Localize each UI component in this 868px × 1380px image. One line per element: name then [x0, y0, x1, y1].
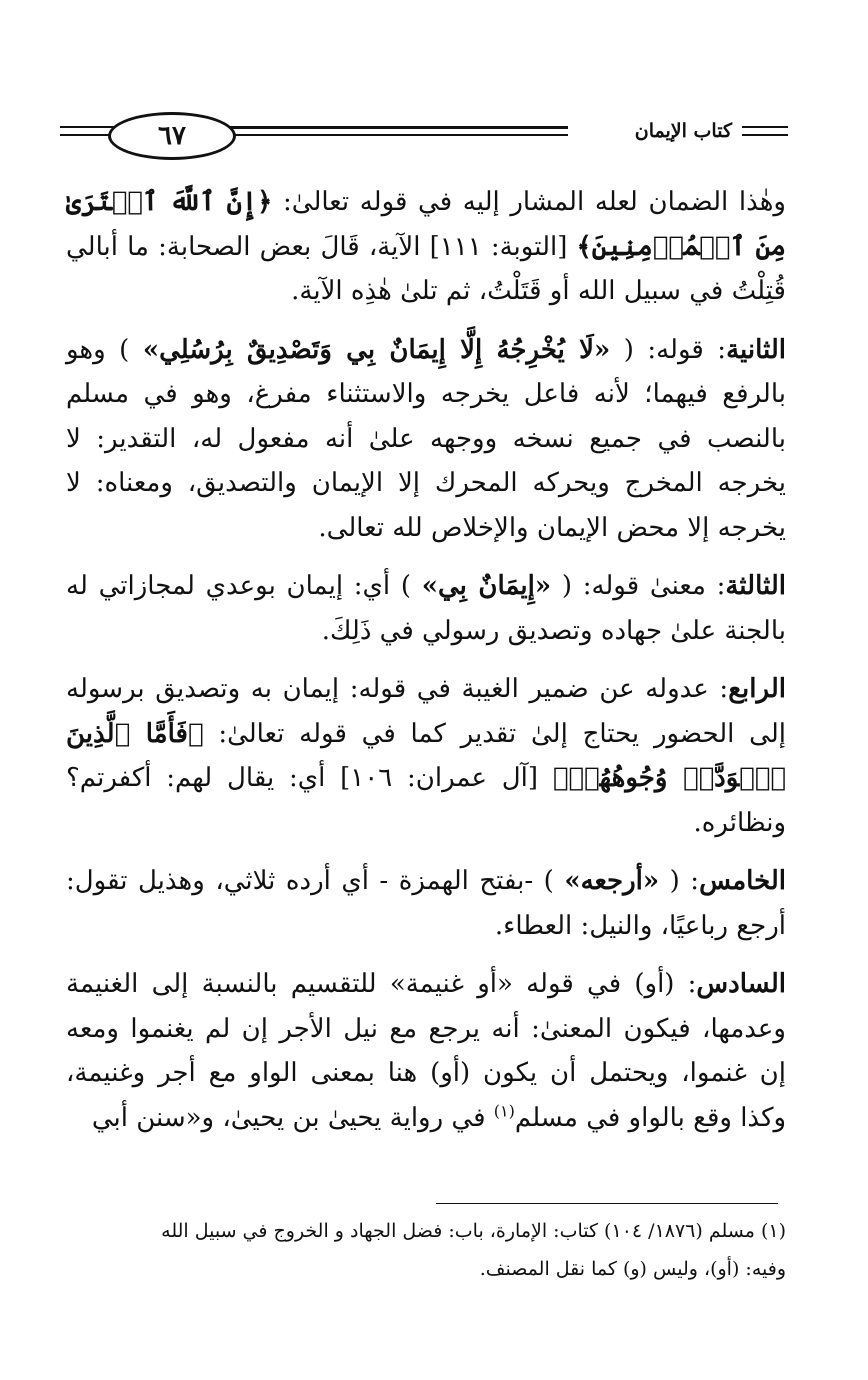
book-title: كتاب الإيمان: [634, 120, 732, 142]
main-text: [66, 180, 786, 1154]
paragraph-text: : (أو) في قوله «أو غنيمة» للتقسيم بالنسبة إلى الغنيمة وعدمها، فيكون المعنىٰ: أنه يرجع مع نيل الأجر إن لم يغنموا ومعه إن غنموا، ويحتمل أن يكون (أو) هنا بمعنى الواو مع أجر وغنيمة، وكذا وقع بالواو في مسلم: [66, 969, 786, 1133]
paragraph-text: ) -بفتح الهمزة - أي أرده ثلاثي، وهذيل تقول: أرجع رباعيًا، والنيل: العطاء.: [66, 866, 786, 941]
paragraph-text: : (: [659, 866, 700, 896]
paragraph-3: [66, 564, 786, 653]
paragraph-text: : عدوله عن ضمير الغيبة في قوله: إيمان به وتصديق برسوله إلى الحضور يحتاج إلىٰ تقدير كما في قوله تعالىٰ:: [66, 674, 786, 749]
footnote-line: وفيه: (أو)، وليس (و) كما نقل المصنف.: [479, 1258, 786, 1280]
paragraph-text: ) وهو بالرفع فيهما؛ لأنه فاعل يخرجه والاستثناء مفرغ، وهو في مسلم بالنصب في جميع نسخه ووجهه علىٰ أنه مفعول له، التقدير: لا يخرجه المخرج ويحركه المحرك إلا الإيمان والتصديق، ومعناه: لا يخرجه إلا محض الإيمان والإخلاص لله تعالى.: [66, 334, 786, 543]
paragraph-2: [66, 328, 786, 551]
hadith-quote: «أرجعه»: [564, 866, 660, 896]
quran-verse: ﴿إِنَّ ٱللَّهَ ٱشۡتَرَىٰ مِنَ ٱلۡمُؤۡمِنِينَ﴾: [66, 187, 787, 262]
paragraph-text: : معنىٰ قوله: (: [551, 571, 726, 601]
paragraph-text: [التوبة: ١١١] الآية، قَالَ بعض الصحابة: ما أبالي قُتِلْتُ في سبيل الله أو قَتَلْتُ، ثم تلىٰ هٰذِه الآية.: [66, 231, 786, 306]
quran-verse: ﴿فَأَمَّا ٱلَّذِينَ ٱسۡوَدَّتۡ وُجُوهُهُمۡ﴾: [66, 718, 786, 793]
footnote-separator: [436, 1203, 778, 1204]
page-number-badge: [108, 112, 236, 160]
paragraph-text: وهٰذا الضمان لعله المشار إليه في قوله تعالىٰ:: [272, 187, 786, 217]
section-lead: الثانية: [726, 334, 786, 365]
hadith-quote: «إِيمَانٌ بِي»: [421, 571, 552, 601]
header-rule-right: [742, 126, 788, 128]
paragraph-text: [آل عمران: ١٠٦] أي: يقال لهم: أكفرتم؟ ونظائره.: [66, 763, 786, 838]
page-header: [60, 112, 788, 158]
section-lead: الثالثة: [725, 571, 786, 601]
paragraph-1: [66, 180, 786, 314]
page-number: ٦٧: [158, 121, 186, 151]
header-rule-right: [742, 134, 788, 136]
paragraph-6: [66, 962, 786, 1140]
footnote: [70, 1212, 786, 1288]
header-rule-middle: [228, 126, 568, 129]
footnote-ref[interactable]: (١): [493, 1100, 515, 1120]
paragraph-text: ) أي: إيمان بوعدي لمجازاتي له بالجنة علىٰ جهاده وتصديق رسولي في ذَلِكَ.: [66, 571, 786, 646]
hadith-quote: «لَا يُخْرِجُهُ إِلَّا إِيمَانٌ بِي وَتَصْدِيقٌ بِرُسُلِي»: [142, 334, 611, 365]
section-lead: الرابع: [728, 674, 786, 704]
footnote-line: (١) مسلم (١٨٧٦/ ١٠٤) كتاب: الإمارة، باب: فضل الجهاد و الخروج في سبيل الله: [161, 1220, 786, 1242]
section-lead: الخامس: [699, 866, 787, 896]
section-lead: السادس: [696, 969, 786, 999]
paragraph-text: في رواية يحيىٰ بن يحيىٰ، و«سنن أبي: [91, 1102, 494, 1133]
header-rule-middle: [228, 134, 568, 136]
paragraph-text: : قوله: (: [610, 334, 727, 365]
paragraph-4: [66, 667, 786, 845]
paragraph-5: [66, 859, 786, 948]
